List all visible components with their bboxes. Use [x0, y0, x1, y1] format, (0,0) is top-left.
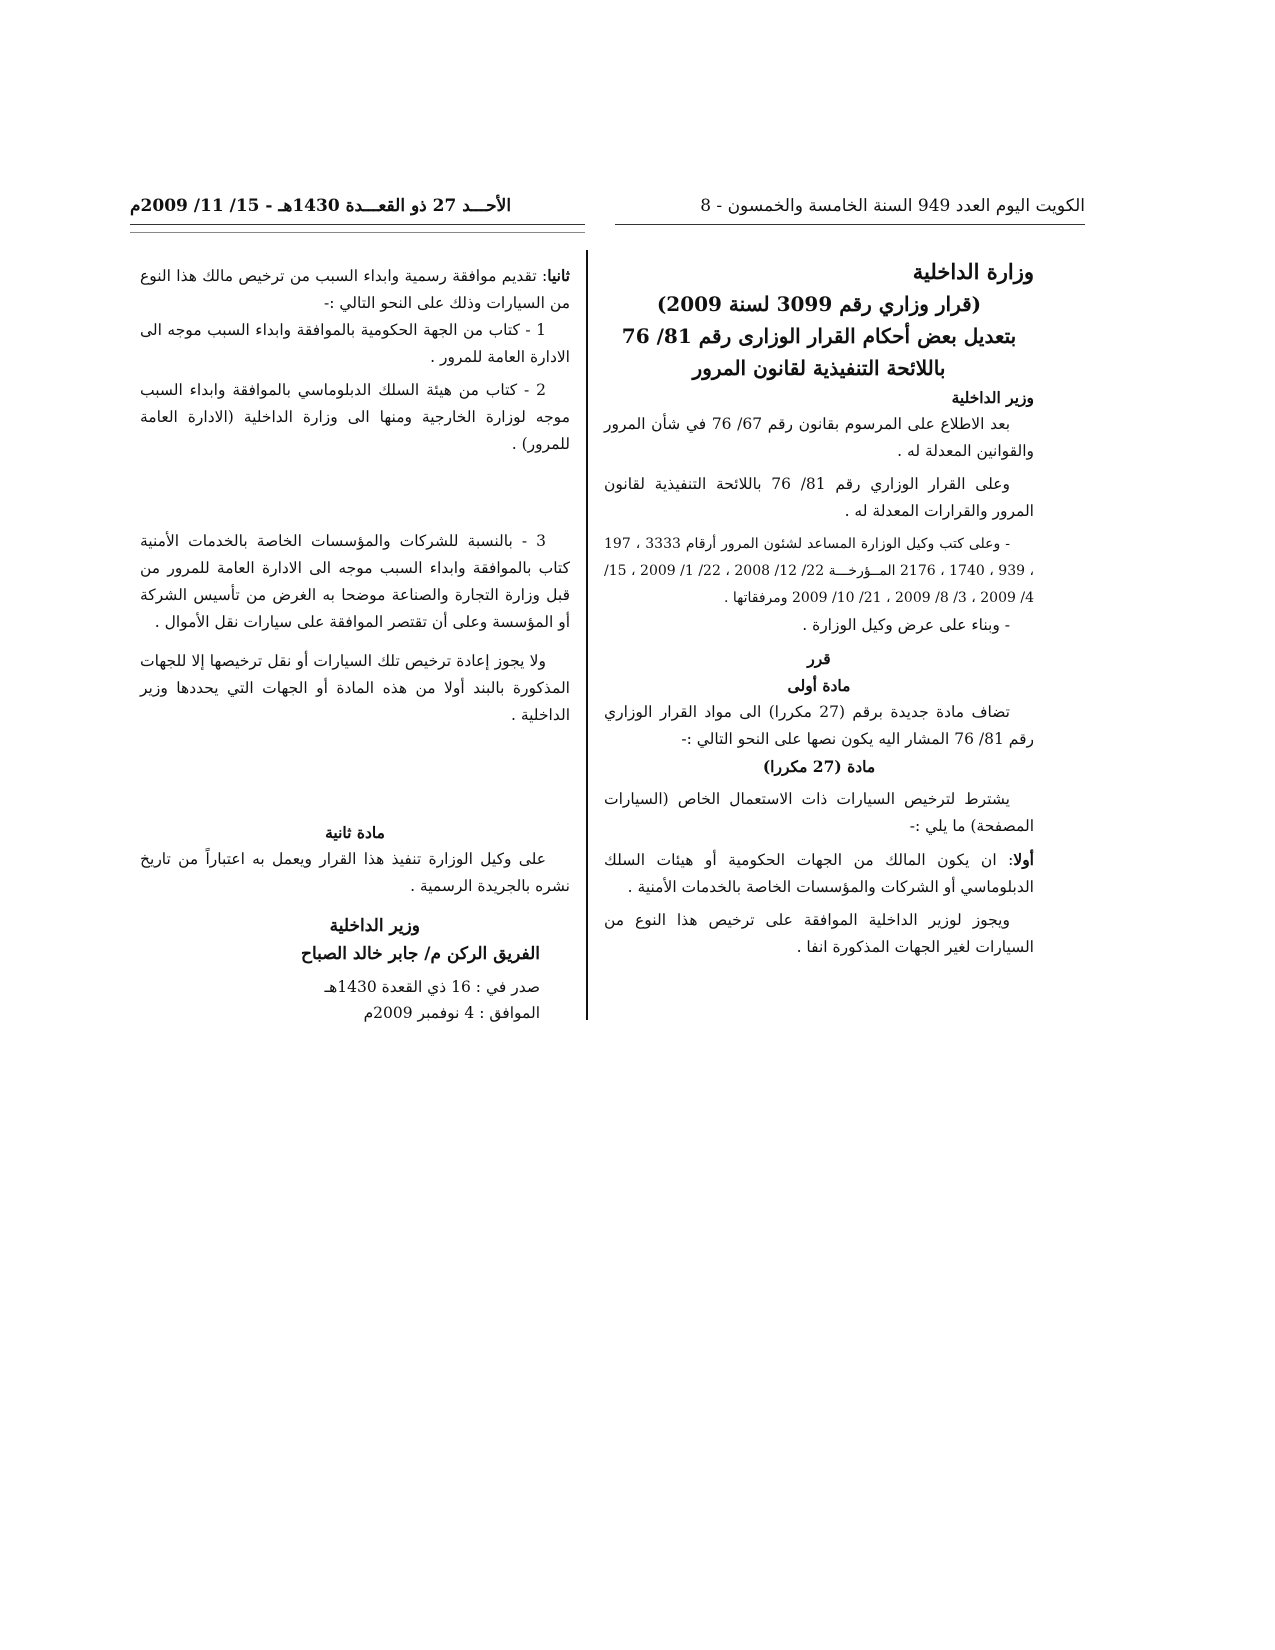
item-diplomatic: 2 - كتاب من هيئة السلك الدبلوماسي بالموافقة وابداء السبب موجه لوزارة الخارجية ومنها الى وزارة الداخلية (الادارة العامة للمرور) .	[140, 381, 570, 453]
article1-heading: مادة أولى	[787, 676, 851, 695]
transfer-restriction: ولا يجوز إعادة ترخيص تلك السيارات أو نقل ترخيصها إلا للجهات المذكورة بالبند أولا من هذه المادة أو الجهات التي يحددها وزير الداخلية .	[140, 652, 570, 724]
column-divider	[586, 250, 588, 1020]
decision-subject-line1: بتعديل بعض أحكام القرار الوزارى رقم 81/ 76	[621, 324, 1017, 348]
signature-title: وزير الداخلية	[329, 916, 420, 936]
article2-heading: مادة ثانية	[325, 823, 385, 842]
left-column	[140, 262, 570, 1026]
preamble-decision: وعلى القرار الوزاري رقم 81/ 76 باللائحة التنفيذية لقانون المرور والقرارات المعدلة له .	[604, 475, 1034, 520]
exception-paragraph: ويجوز لوزير الداخلية الموافقة على ترخيص هذا النوع من السيارات لغير الجهات المذكورة انفا .	[604, 911, 1034, 956]
decision-subject-line2: باللائحة التنفيذية لقانون المرور	[692, 356, 946, 380]
header-issue-info: الكويت اليوم العدد 949 السنة الخامسة والخمسون - 8	[700, 196, 1085, 216]
second-label: ثانيا	[547, 266, 570, 285]
header-rule-left-secondary	[130, 232, 585, 233]
issued-date: صدر في : 16 ذي القعدة 1430هـ	[324, 978, 540, 996]
minister-heading: وزير الداخلية	[951, 388, 1034, 407]
article1-text: تضاف مادة جديدة برقم (27 مكررا) الى مواد القرار الوزاري رقم 81/ 76 المشار اليه يكون نصها على النحو التالي :-	[604, 703, 1034, 748]
preamble-decree: بعد الاطلاع على المرسوم بقانون رقم 67/ 76 في شأن المرور والقوانين المعدلة له .	[604, 415, 1034, 460]
right-column	[604, 256, 1034, 961]
article27-text: يشترط لترخيص السيارات ذات الاستعمال الخاص (السيارات المصفحة) ما يلي :-	[604, 790, 1034, 835]
second-condition	[140, 262, 570, 317]
item-government: 1 - كتاب من الجهة الحكومية بالموافقة وابداء السبب موجه الى الادارة العامة للمرور .	[140, 321, 570, 366]
first-condition	[604, 846, 1034, 901]
header-rule-right	[615, 224, 1085, 225]
corresponding-date: الموافق : 4 نوفمبر 2009م	[363, 1004, 540, 1022]
signature-name: الفريق الركن م/ جابر خالد الصباح	[301, 944, 540, 964]
item-security-companies: 3 - بالنسبة للشركات والمؤسسات الخاصة بالخدمات الأمنية كتاب بالموافقة وابداء السبب موجه الى الادارة العامة للمرور من قبل وزارة التجارة والصناعة موضحا به الغرض من تأسيس الشركة أو المؤسسة وعلى أن تقتصر الموافقة على سيارات نقل الأموال .	[140, 532, 570, 631]
preamble-proposal: - وبناء على عرض وكيل الوزارة .	[802, 616, 1010, 634]
article2-text: على وكيل الوزارة تنفيذ هذا القرار ويعمل به اعتباراً من تاريخ نشره بالجريدة الرسمية .	[140, 850, 570, 895]
decided-heading: قرر	[807, 649, 831, 668]
preamble-letters: - وعلى كتب وكيل الوزارة المساعد لشئون المرور أرقام 3333 ، 197 ، 939 ، 1740 ، 2176 المــؤرخـــة 22/ 12/ 2008 ، 22/ 1/ 2009 ، 15/ 4/ 2009 ، 3/ 8/ 2009 ، 21/ 10/ 2009 ومرفقاتها .	[604, 536, 1035, 606]
first-text: : ان يكون المالك من الجهات الحكومية أو هيئات السلك الدبلوماسي أو الشركات والمؤسسات الخاصة بالخدمات الأمنية .	[604, 851, 1034, 896]
article27-heading: مادة (27 مكررا)	[762, 757, 876, 776]
page-header	[130, 196, 1085, 230]
header-date: الأحـــد 27 ذو القعـــدة 1430هـ - 15/ 11/ 2009م	[130, 196, 512, 216]
first-label: أولا	[1013, 850, 1034, 869]
header-rule-left	[130, 224, 585, 225]
ministry-heading: وزارة الداخلية	[912, 259, 1034, 284]
second-text: : تقديم موافقة رسمية وابداء السبب من ترخيص مالك هذا النوع من السيارات وذلك على النحو التالي :-	[140, 267, 570, 312]
decision-title: (قرار وزاري رقم 3099 لسنة 2009)	[656, 292, 982, 316]
